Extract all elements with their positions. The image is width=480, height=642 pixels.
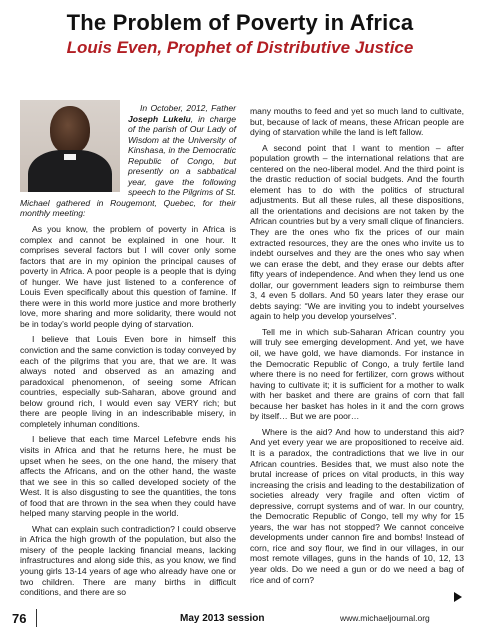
speaker-name: Joseph Lukelu <box>128 113 191 124</box>
author-photo <box>20 100 120 192</box>
footer-url[interactable]: www.michaeljournal.org <box>340 613 430 623</box>
body-paragraph: Where is the aid? And how to understand this aid? And yet every year we are propositioned to receive aid. It is a paradox, the contradictions that we live in our African countries. Besides that, we must also note the brutal increase of prices on vital products, in this way increasing the crisis and leading to the destabilization of societies already very fragile and often victim of depressive, corrupt systems and of war. In our country, the Democratic Republic of Congo, tell my why for 15 years, the war has not stopped? We cannot conceive developments under cannon fire and bombs! Instead of corn, rice and soy flour, we find in our villages, in our most remote villages, guns in the hands of 10, 12, 13 year olds. Do we need a gun or do we need a bag of rice and of corn? <box>250 426 464 585</box>
article-title: The Problem of Poverty in Africa <box>66 10 414 35</box>
body-paragraph: many mouths to feed and yet so much land to cultivate, but, because of lack of means, these African people are dying of starvation while the land is left fallow. <box>250 106 464 138</box>
body-paragraph: A second point that I want to mention – after population growth – the international relations that are centered on the neo-liberal model. And the third point is the drastic reduction of social budgets. And the fourth element has to do with the politics of structural adjustments. But all these rules, all these dispositions, all the orientations and decisions are not taken by the African countries but by a very small clique of financiers. They are the ones who fix the prices of our main extracted resources, they are the ones who invite us to indebt ourselves and they are the ones who say when we can erase the debt, and they erase our debts after fifty years of independence. And when they lend us one dollar, our government leaders sign to reimburse them 3, 4 even 5 dollars. And 50 years later they erase our debts saying: “We are inviting you to indebt yourselves again to help you develop yourselves”. <box>250 142 464 322</box>
right-column <box>250 106 464 590</box>
intro-pre: In October, 2012, Father <box>140 103 236 113</box>
footer-session: May 2013 session <box>180 613 265 624</box>
body-paragraph: I believe that each time Marcel Lefebvre ends his visits in Africa and that he returns here, he must be upset when he sees, on the one hand, the misery that affects the Africans, and on the other hand, the waste that we see in this so called developed society of the West. It is also disgusting to see the quantities, the tons of food that are thrown in the sea when they could have helped many starving people in the world. <box>20 434 236 519</box>
body-paragraph: Tell me in which sub-Saharan African country you will truly see emerging development. And yet, we have oil, we have gold, we have diamonds. For instance in the Democratic Republic of Congo, a truly fertile land where there is no need for fertilizer, corn grows without having to cultivate it; it is sufficient for a mother to walk with her basket and there are grains of corn that fall because her basket has holes in it and the corn grows by itself… But we are poor… <box>250 326 464 422</box>
left-column <box>20 103 236 603</box>
continue-arrow-icon <box>454 592 462 602</box>
body-paragraph: As you know, the problem of poverty in Africa is complex and cannot be explained in one hour. It comprises several factors but I will cover only some factors that are in my opinion the principal causes of poverty in Africa. A poor people is a people that is dying of hunger. We have just listened to a conference of Louis Even specifically about this question of famine. If there were in this world more justice and more brotherly love, more sharing and more solidarity, there would not be in today’s world people dying of starvation. <box>20 224 236 329</box>
footer-divider <box>36 609 37 627</box>
body-paragraph: What can explain such contradiction? I could observe in Africa the high growth of the population, but also the misery of the people lacking financial means, lacking infrastructures and along side this, as you know, we find young girls 13-14 years of age who already have one or two children. There are many births in difficult conditions, and there are so <box>20 523 236 598</box>
intro-post: , in charge of the parish of Our Lady of Wisdom at the University of Kinshasa, in the Democratic Republic of Congo, but presently on a sabbatical year, gave the following speech to the Pilgrims of St. Michael gathered in Rougemont, Quebec, for their monthly meeting: <box>20 113 236 219</box>
body-paragraph: I believe that Louis Even bore in himself this conviction and the same conviction is today conveyed by each of the pilgrims that you are, that we are. It was always noted and observed as an amazing and paradoxical phenomenon, of seeing some African countries, especially sub-Saharan, above ground and below ground rich, I would even say VERY rich; but there are people living in an indescribable misery, in completely inhuman conditions. <box>20 334 236 429</box>
article-subtitle: Louis Even, Prophet of Distributive Justice <box>66 38 414 57</box>
page-number: 76 <box>12 611 27 626</box>
